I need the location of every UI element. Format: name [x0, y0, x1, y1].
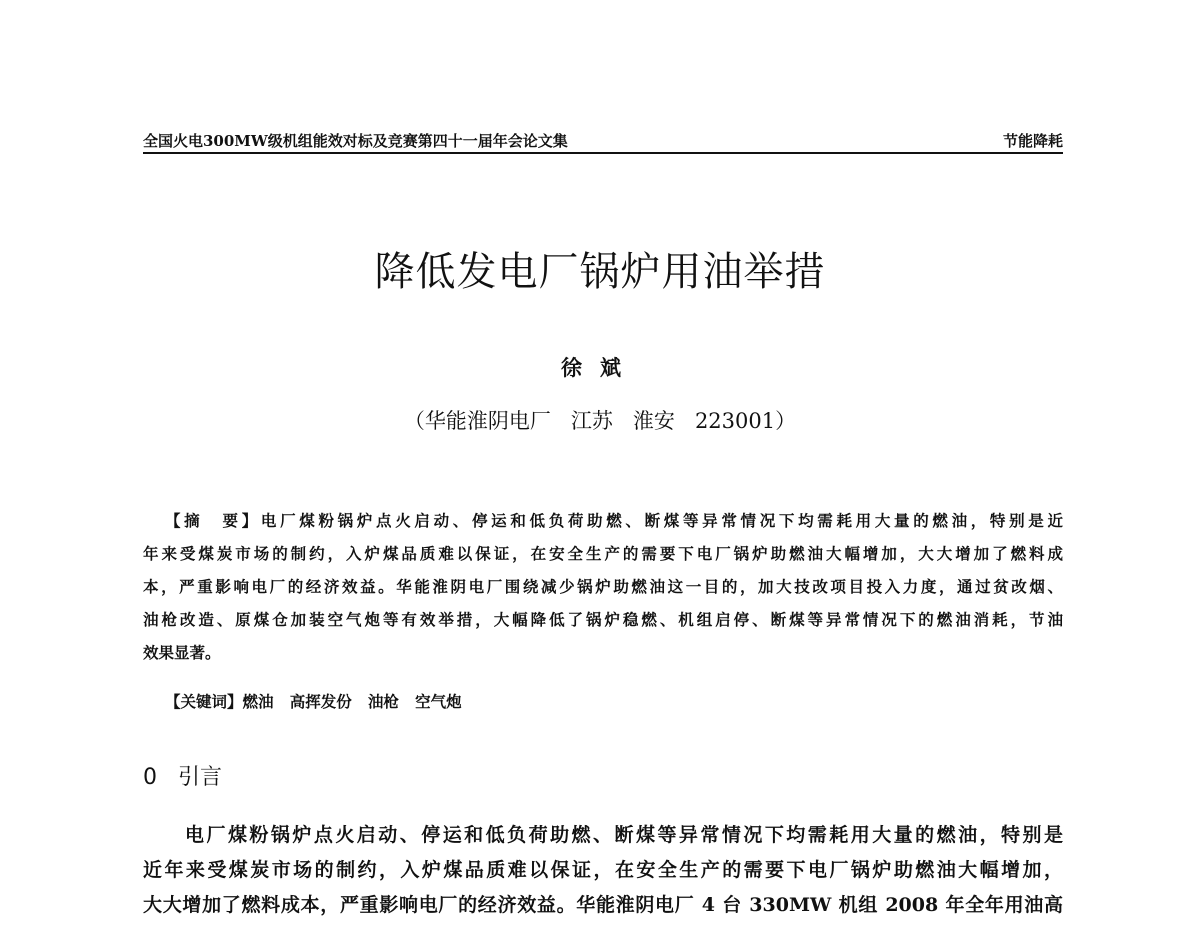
body-line: 电厂煤粉锅炉点火启动、停运和低负荷助燃、断煤等异常情况下均需耗用大量的燃油，特别是 — [185, 824, 1063, 846]
body-line: 大大增加了燃料成本，严重影响电厂的经济效益。华能淮阴电厂 4 台 330MW 机组 2008 年全年用油高 — [143, 894, 1063, 916]
running-header — [143, 130, 1063, 154]
abstract-line: 油枪改造、原煤仓加装空气炮等有效举措，大幅降低了锅炉稳燃、机组启停、断煤等异常情况下的燃油消耗，节油 — [143, 610, 1063, 629]
paper-title: 降低发电厂锅炉用油举措 — [374, 249, 826, 295]
abstract-line: 年来受煤炭市场的制约，入炉煤品质难以保证，在安全生产的需要下电厂锅炉助燃油大幅增加，大大增加了燃料成 — [143, 544, 1063, 563]
abstract-line: 效果显著。 — [143, 643, 221, 662]
affiliation: （华能淮阴电厂 江苏 淮安 223001） — [403, 409, 797, 433]
abstract-line: 本，严重影响电厂的经济效益。华能淮阴电厂围绕减少锅炉助燃油这一目的，加大技改项目投入力度，通过贫改烟、 — [143, 577, 1063, 596]
body-text — [143, 820, 1063, 925]
section-heading: 0 引言 — [143, 765, 222, 790]
keywords: 【关键词】燃油 高挥发份 油枪 空气炮 — [165, 692, 462, 711]
author: 徐斌 — [561, 355, 639, 380]
journal-name: 全国火电300MW级机组能效对标及竞赛第四十一届年会论文集 — [143, 132, 568, 150]
abstract — [143, 508, 1063, 673]
abstract-line: 【摘 要】电厂煤粉锅炉点火启动、停运和低负荷助燃、断煤等异常情况下均需耗用大量的燃油，特别是近 — [165, 511, 1063, 530]
section-name: 节能降耗 — [1002, 132, 1063, 150]
body-line: 近年来受煤炭市场的制约，入炉煤品质难以保证，在安全生产的需要下电厂锅炉助燃油大幅增加， — [143, 859, 1063, 881]
